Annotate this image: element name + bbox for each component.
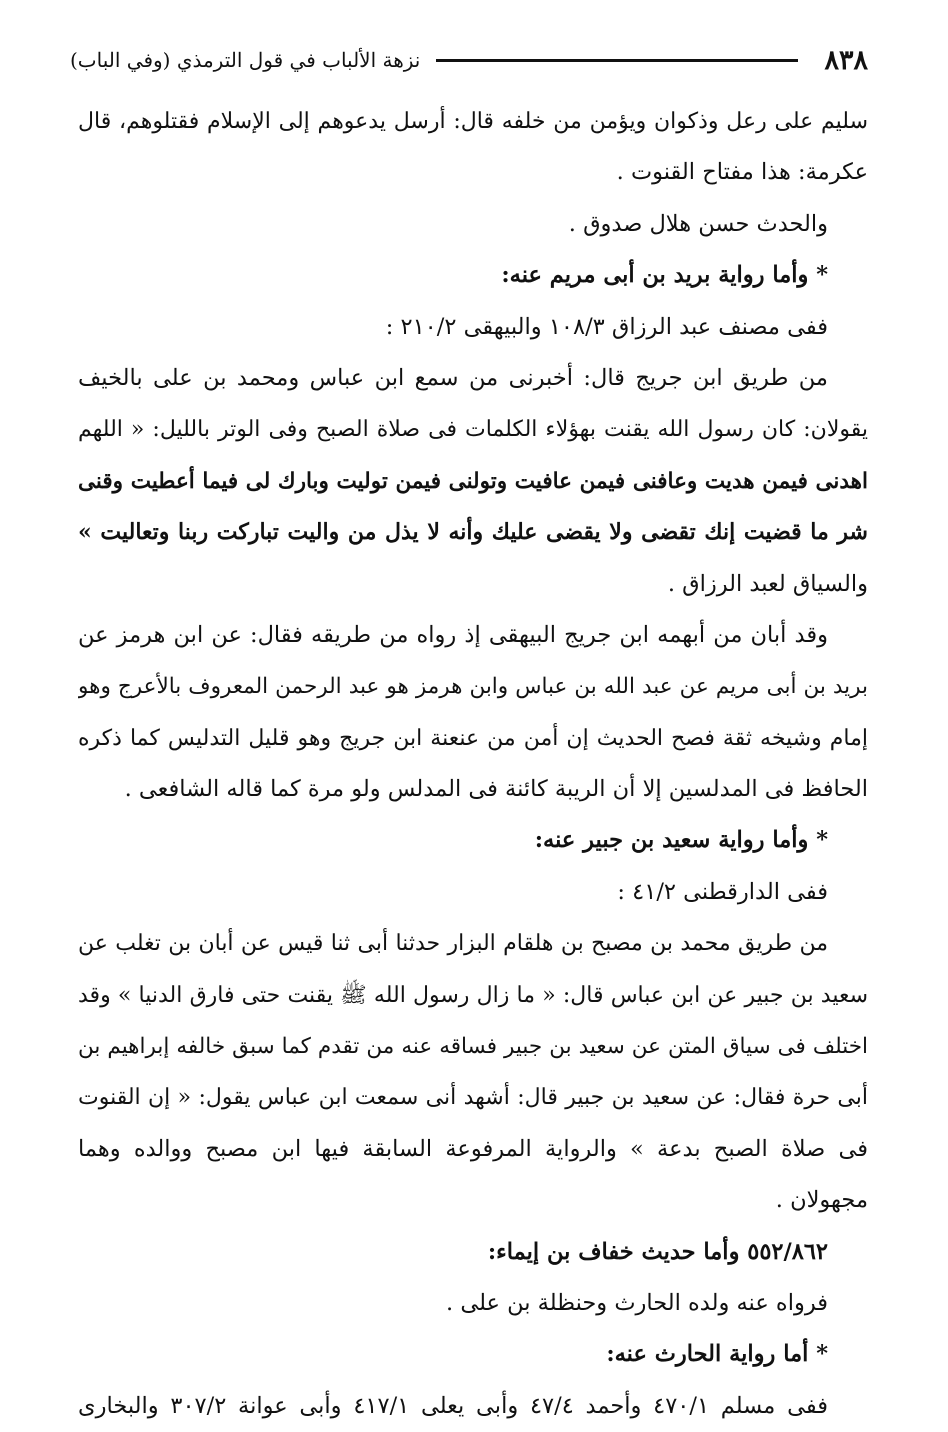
- text-line: شر ما قضيت إنك تقضى ولا يقضى عليك وأنه لا يذل من واليت تباركت ربنا وتعاليت »: [78, 519, 868, 546]
- text-line: اهدنى فيمن هديت وعافنى فيمن عافيت وتولنى فيمن توليت وبارك لى فيما أعطيت وقنى: [78, 468, 868, 494]
- text-line: بريد بن أبى مريم عن عبد الله بن عباس وابن هرمز هو عبد الرحمن المعروف بالأعرج وهو: [78, 674, 868, 700]
- text-line: فرواه عنه ولده الحارث وحنظلة بن على .: [446, 1289, 828, 1316]
- text-line: الحافظ فى المدلسين إلا أن الريبة كائنة فى المدلس ولو مرة كما قاله الشافعى .: [124, 776, 868, 803]
- header-rule: [436, 59, 798, 62]
- text-line: عكرمة: هذا مفتاح القنوت .: [616, 159, 868, 186]
- page-number: ٨٣٨: [824, 44, 868, 76]
- text-line: ففى الدارقطنى ٤١/٢ :: [617, 878, 828, 905]
- section-heading: * وأما رواية سعيد بن جبير عنه:: [534, 827, 828, 854]
- section-heading: * أما رواية الحارث عنه:: [606, 1341, 828, 1368]
- text-line: فى صلاة الصبح بدعة » والرواية المرفوعة السابقة فيها ابن مصبح ووالده وهما: [78, 1135, 868, 1162]
- section-heading: * وأما رواية بريد بن أبى مريم عنه:: [501, 262, 828, 289]
- text-line: اختلف فى سياق المتن عن سعيد بن جبير فساقه عنه من تقدم كما سبق خالفه إبراهيم بن: [78, 1034, 868, 1060]
- text-line: وقد أبان من أبهمه ابن جريج البيهقى إذ رواه من طريقه فقال: عن ابن هرمز عن: [78, 621, 828, 648]
- section-heading: ٥٥٢/٨٦٢ وأما حديث خفاف بن إيماء:: [487, 1238, 828, 1265]
- text-line: سعيد بن جبير عن ابن عباس قال: « ما زال رسول الله ﷺ يقنت حتى فارق الدنيا » وقد: [78, 982, 868, 1008]
- running-head: [70, 40, 868, 80]
- text-line: مجهولان .: [775, 1187, 868, 1214]
- text-line: يقولان: كان رسول الله يقنت بهؤلاء الكلمات فى صلاة الصبح وفى الوتر بالليل: « اللهم: [78, 417, 868, 443]
- text-line: ففى مصنف عبد الرزاق ١٠٨/٣ والبيهقى ٢١٠/٢ :: [385, 313, 828, 340]
- text-line: والحدث حسن هلال صدوق .: [568, 210, 828, 237]
- text-line: من طريق محمد بن مصبح بن هلقام البزار حدثنا أبى ثنا قيس عن أبان بن تغلب عن: [78, 931, 828, 957]
- text-line: من طريق ابن جريج قال: أخبرنى من سمع ابن عباس ومحمد بن على بالخيف: [78, 364, 828, 391]
- text-line: ففى مسلم ٤٧٠/١ وأحمد ٤٧/٤ وأبى يعلى ٤١٧/١ وأبى عوانة ٣٠٧/٢ والبخارى: [78, 1392, 828, 1419]
- text-line: أبى حرة فقال: عن سعيد بن جبير قال: أشهد أنى سمعت ابن عباس يقول: « إن القنوت: [78, 1085, 868, 1111]
- running-title: نزهة الألباب في قول الترمذي (وفي الباب): [70, 48, 421, 72]
- body-text: [78, 96, 868, 1432]
- text-line: سليم على رعل وذكوان ويؤمن من خلفه قال: أرسل يدعوهم إلى الإسلام فقتلوهم، قال: [78, 109, 868, 134]
- text-line: والسياق لعبد الرزاق .: [667, 570, 868, 597]
- text-line: إمام وشيخه ثقة فصح الحديث إن أمن من عنعنة ابن جريج وهو قليل التدليس كما ذكره: [78, 725, 868, 751]
